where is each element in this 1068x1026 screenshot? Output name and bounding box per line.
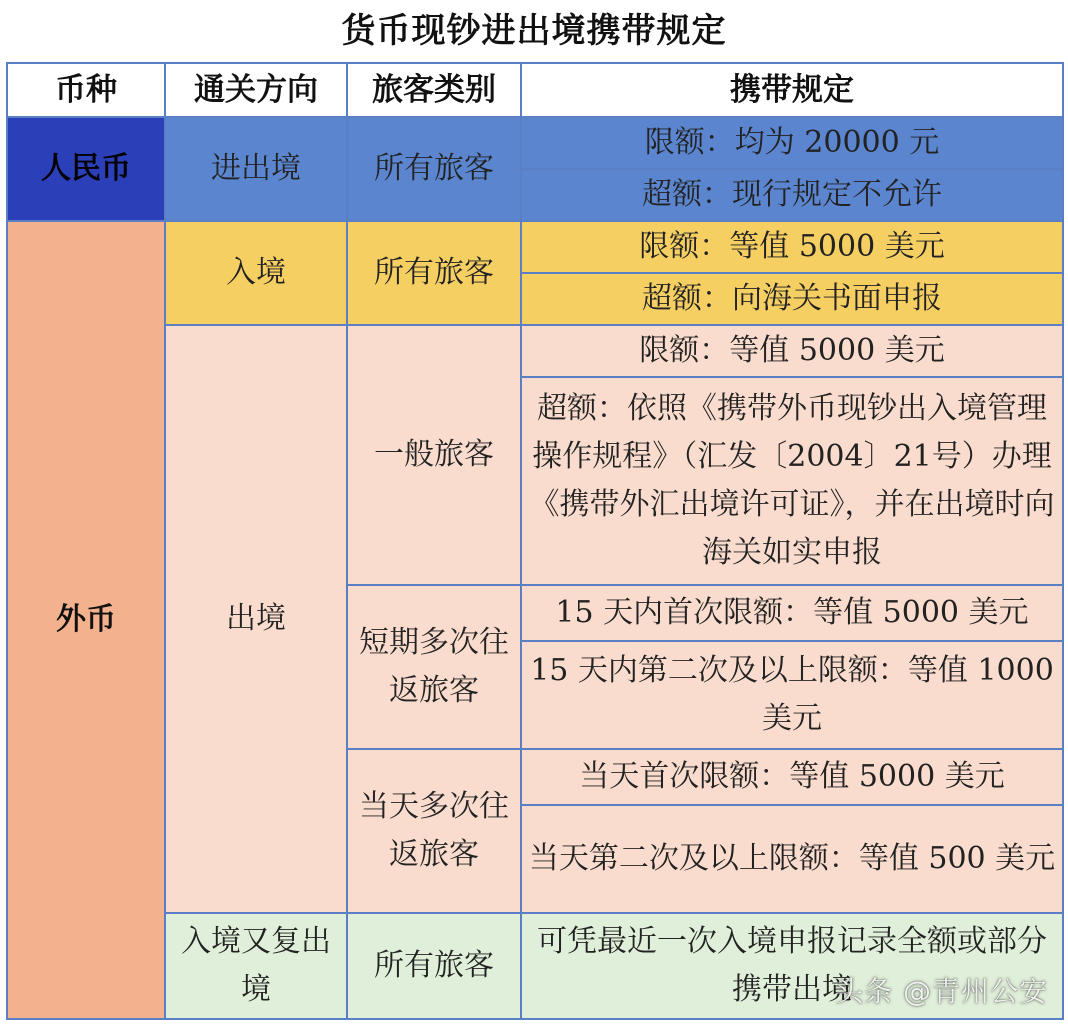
reexit-traveler-cell: 所有旅客 [347, 913, 521, 1019]
short-term-traveler-cell: 短期多次往返旅客 [347, 585, 521, 749]
entry-direction-cell: 入境 [165, 221, 347, 325]
rmb-currency-cell: 人民币 [7, 117, 165, 221]
table-row [7, 325, 1063, 377]
rmb-limit-cell: 限额：均为 20000 元 [521, 117, 1063, 169]
header-traveler: 旅客类别 [347, 63, 521, 117]
entry-excess-cell: 超额：向海关书面申报 [521, 273, 1063, 325]
general-excess-cell: 超额：依照《携带外币现钞出入境管理操作规程》（汇发〔2004〕21号）办理《携带外汇出境许可证》，并在出境时向海关如实申报 [521, 377, 1063, 585]
reexit-rule-cell: 可凭最近一次入境申报记录全额或部分携带出境 [521, 913, 1063, 1019]
watermark: 头条 @青州公安 [835, 975, 1048, 1008]
header-direction: 通关方向 [165, 63, 347, 117]
header-row [7, 63, 1063, 117]
same-day-first-cell: 当天首次限额：等值 5000 美元 [521, 749, 1063, 805]
general-limit-cell: 限额：等值 5000 美元 [521, 325, 1063, 377]
page-title: 货币现钞进出境携带规定 [341, 11, 727, 51]
exit-direction-cell: 出境 [165, 325, 347, 913]
rmb-traveler-cell: 所有旅客 [347, 117, 521, 221]
entry-traveler-cell: 所有旅客 [347, 221, 521, 325]
header-currency: 币种 [7, 63, 165, 117]
reexit-direction-cell: 入境又复出境 [165, 913, 347, 1019]
same-day-traveler-cell: 当天多次往返旅客 [347, 749, 521, 913]
table-row [7, 117, 1063, 169]
foreign-currency-cell: 外币 [7, 221, 165, 1019]
short-term-second-cell: 15 天内第二次及以上限额：等值 1000 美元 [521, 641, 1063, 749]
header-rule: 携带规定 [521, 63, 1063, 117]
rmb-excess-cell: 超额：现行规定不允许 [521, 169, 1063, 221]
rmb-direction-cell: 进出境 [165, 117, 347, 221]
short-term-first-cell: 15 天内首次限额：等值 5000 美元 [521, 585, 1063, 641]
general-traveler-cell: 一般旅客 [347, 325, 521, 585]
entry-limit-cell: 限额：等值 5000 美元 [521, 221, 1063, 273]
table-row [7, 221, 1063, 273]
currency-rules-table [6, 62, 1064, 1020]
same-day-second-cell: 当天第二次及以上限额：等值 500 美元 [521, 805, 1063, 913]
